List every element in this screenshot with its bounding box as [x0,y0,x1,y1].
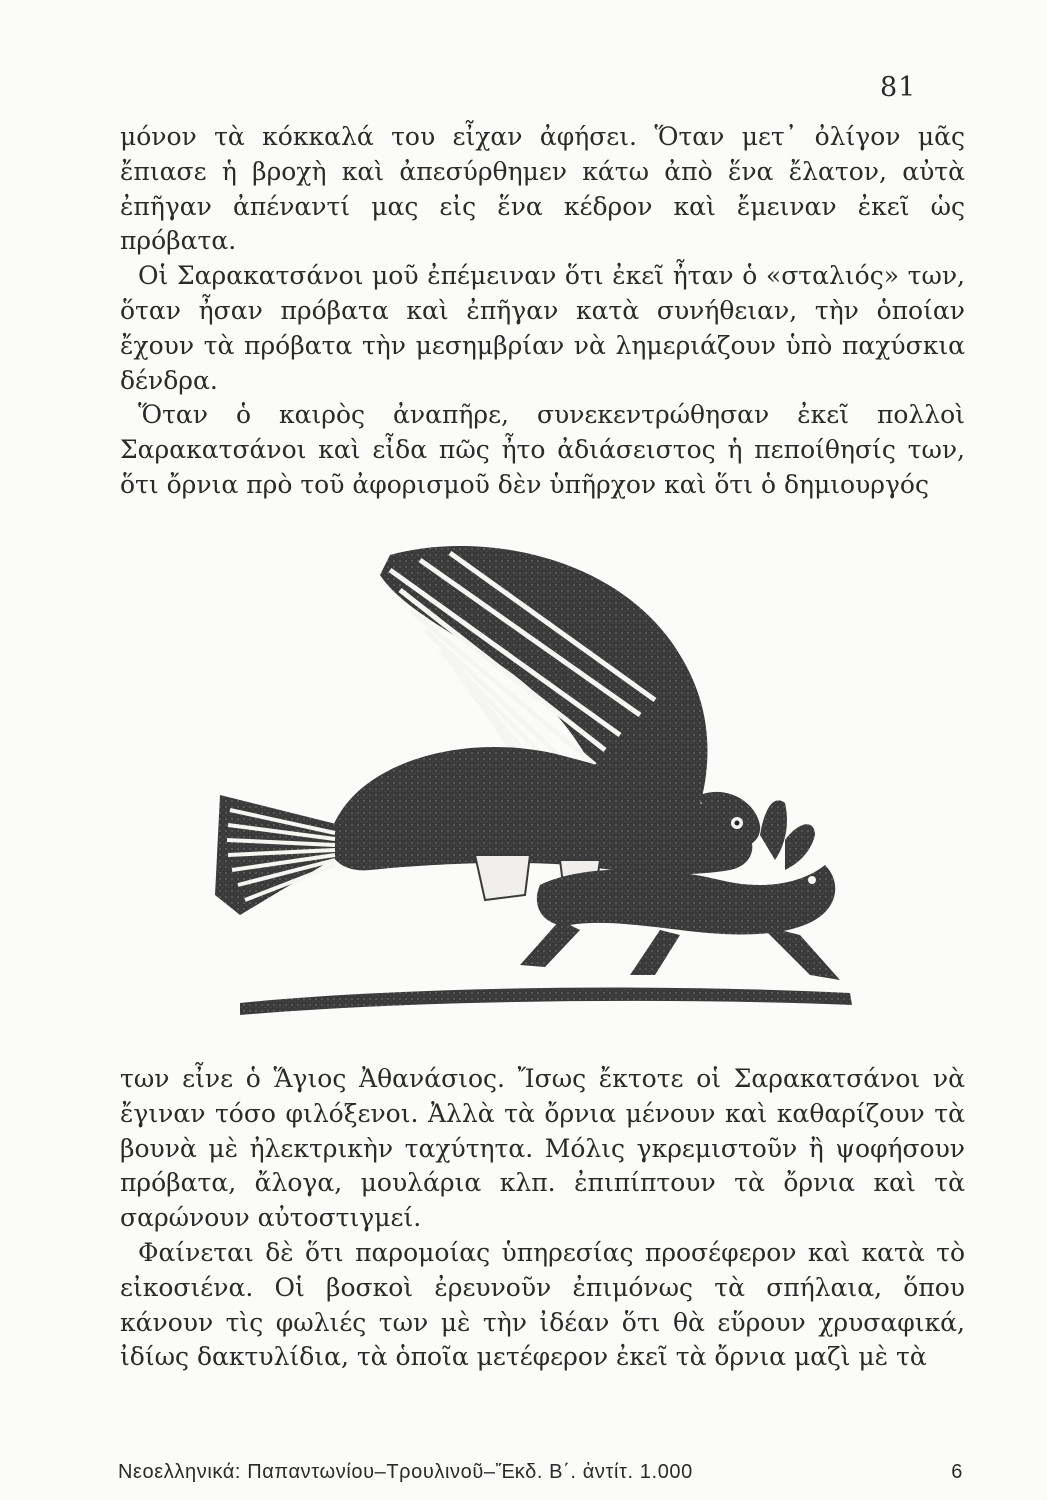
paragraph: Φαίνεται δὲ ὅτι παρομοίας ὑπηρεσίας προσέφερον καὶ κατὰ τὸ εἰκοσιένα. Οἱ βοσκοὶ ἐρευνοῦν ἐπιμόνως τὰ σπήλαια, ὅπου κάνουν τὶς φωλιές των μὲ τὴν ἰδέαν ὅτι θὰ εὕρουν χρυσαφικά, ἰδίως δακτυλίδια, τὰ ὁποῖα μετέφερον ἐκεῖ τὰ ὄρνια μαζὶ μὲ τὰ [120,1237,965,1372]
text-block-top [120,120,965,503]
footer [118,1461,963,1484]
paragraph: μόνον τὰ κόκκαλά του εἶχαν ἀφήσει. Ὅταν μετ᾽ ὀλίγον μᾶς ἔπιασε ἡ βροχὴ καὶ ἀπεσύρθημεν κάτω ἀπὸ ἕνα ἔλατον, αὐτὰ ἐπῆγαν ἀπέναντί μας εἰς ἕνα κέδρον καὶ ἔμειναν ἐκεῖ ὡς πρόβατα. [120,122,965,256]
imprint: Νεοελληνικά: Παπαντωνίου–Τρουλινοῦ–Ἔκδ. Β΄. ἀντίτ. 1.000 [118,1461,693,1483]
paragraph: των εἶνε ὁ Ἅγιος Ἀθανάσιος. Ἴσως ἔκτοτε οἱ Σαρακατσάνοι νὰ ἔγιναν τόσο φιλόξενοι. Ἀλλὰ τὰ ὄρνια μένουν καὶ καθαρίζουν τὰ βουνὰ μὲ ἠλεκτρικὴν ταχύτητα. Μόλις γκρεμιστοῦν ἢ ψοφήσουν πρόβατα, ἄλογα, μουλάρια κλπ. ἐπιπίπτουν τὰ ὄρνια καὶ τὰ σαρώνουν αὐτοστιγμεί. [120,1064,965,1233]
text-block-bottom [120,1062,965,1375]
paragraph: Οἱ Σαρακατσάνοι μοῦ ἐπέμειναν ὅτι ἐκεῖ ἦταν ὁ «σταλιός» των, ὅταν ἦσαν πρόβατα καὶ ἐπῆγαν κατὰ συνήθειαν, τὴν ὁποίαν ἔχουν τὰ πρόβατα τὴν μεσημβρίαν νὰ λημεριάζουν ὑπὸ παχύσκια δένδρα. [120,261,965,395]
sheet-number: 6 [951,1461,963,1483]
page-number: 81 [880,72,917,103]
paragraph: Ὅταν ὁ καιρὸς ἀναπῆρε, συνεκεντρώθησαν ἐκεῖ πολλοὶ Σαρακατσάνοι καὶ εἶδα πῶς ἦτο ἀδιάσειστος ἡ πεποίθησίς των, ὅτι ὄρνια πρὸ τοῦ ἀφορισμοῦ δὲν ὑπῆρχον καὶ ὅτι ὁ δημιουργός [120,400,965,499]
eagle-seizing-hare-icon [200,535,860,1035]
